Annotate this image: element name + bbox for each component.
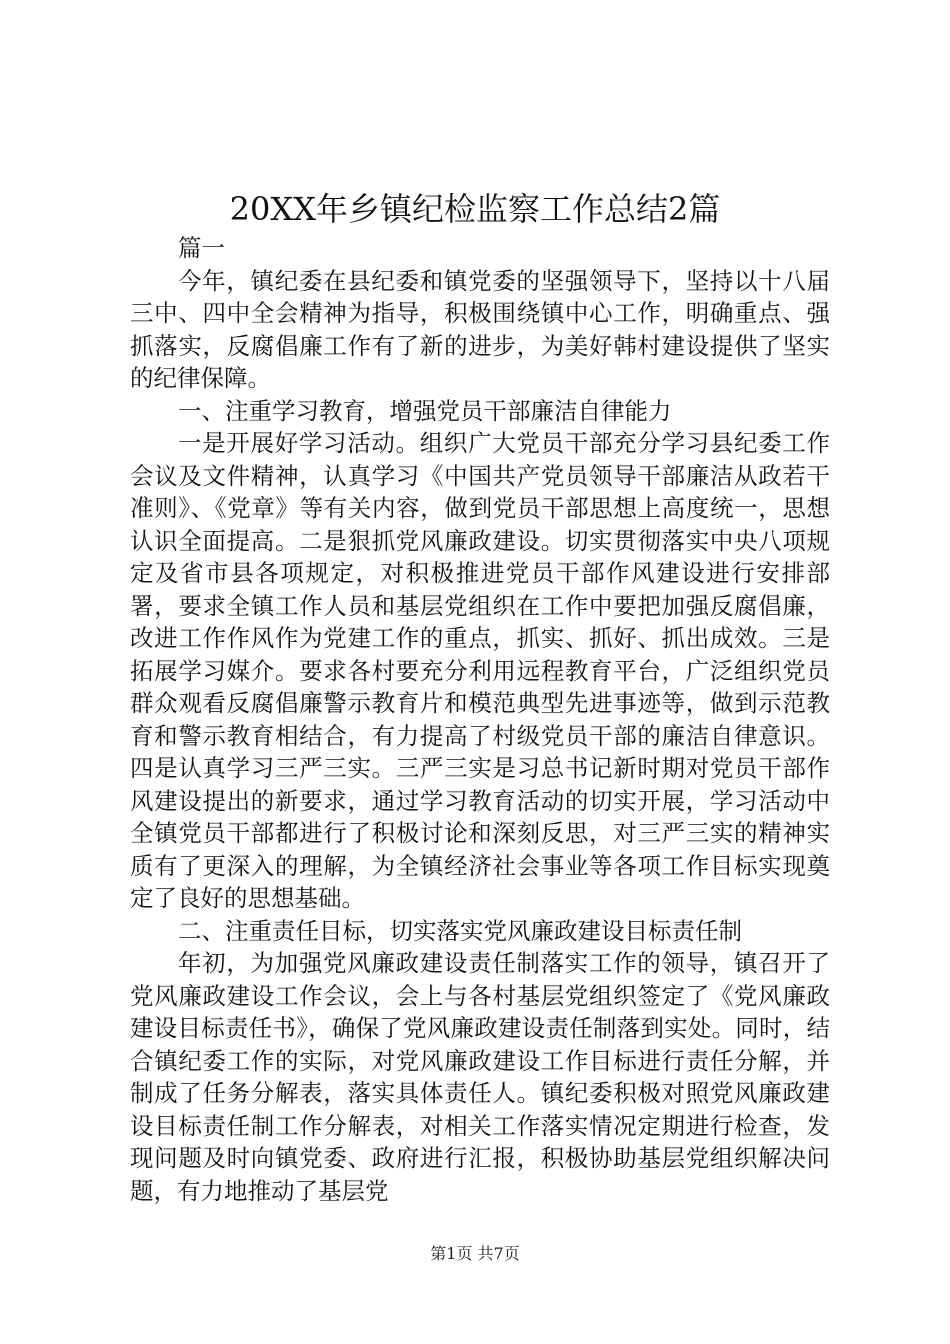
paragraph-responsibility: 年初，为加强党风廉政建设责任制落实工作的领导，镇召开了党风廉政建设工作会议，会上与各村基层党组织签定了《党风廉政建设目标责任书》，确保了党风廉政建设责任制落到实处。同时，结合镇纪委工作的实际，对党风廉政建设工作目标进行责任分解，并制成了任务分解表，落实具体责任人。镇纪委积极对照党风廉政建设目标责任制工作分解表，对相关工作落实情况定期进行检查，发现问题及时向镇党委、政府进行汇报，积极协助基层党组织解决问题，有力地推动了基层党 <box>130 949 830 1205</box>
page-footer: 第1页 共7页 <box>430 1244 520 1263</box>
document-title: 20XX年乡镇纪检监察工作总结2篇 <box>229 190 721 228</box>
section-heading-2: 二、注重责任目标，切实落实党风廉政建设目标责任制 <box>178 916 742 945</box>
paragraph-study: 一是开展好学习活动。组织广大党员干部充分学习县纪委工作会议及文件精神，认真学习《中国共产党员领导干部廉洁从政若干准则》、《党章》等有关内容，做到党员干部思想上高度统一，思想认识全面提高。二是狠抓党风廉政建设。切实贯彻落实中央八项规定及省市县各项规定，对积极推进党员干部作风建设进行安排部署，要求全镇工作人员和基层党组织在工作中要把加强反腐倡廉，改进工作作风作为党建工作的重点，抓实、抓好、抓出成效。三是拓展学习媒介。要求各村要充分利用远程教育平台，广泛组织党员群众观看反腐倡廉警示教育片和模范典型先进事迹等，做到示范教育和警示教育相结合，有力提高了村级党员干部的廉洁自律意识。四是认真学习三严三实。三严三实是习总书记新时期对党员干部作风建设提出的新要求，通过学习教育活动的切实开展，学习活动中全镇党员干部都进行了积极讨论和深刻反思，对三严三实的精神实质有了更深入的理解，为全镇经济社会事业等各项工作目标实现奠定了良好的思想基础。 <box>130 429 830 912</box>
paragraph-intro: 今年，镇纪委在县纪委和镇党委的坚强领导下，坚持以十八届三中、四中全会精神为指导，积极围绕镇中心工作，明确重点、强抓落实，反腐倡廉工作有了新的进步，为美好韩村建设提供了坚实的纪律保障。 <box>130 266 830 392</box>
section-label: 篇一 <box>178 234 225 262</box>
document-body <box>130 232 830 1207</box>
section-heading-1: 一、注重学习教育，增强党员干部廉洁自律能力 <box>178 396 672 425</box>
